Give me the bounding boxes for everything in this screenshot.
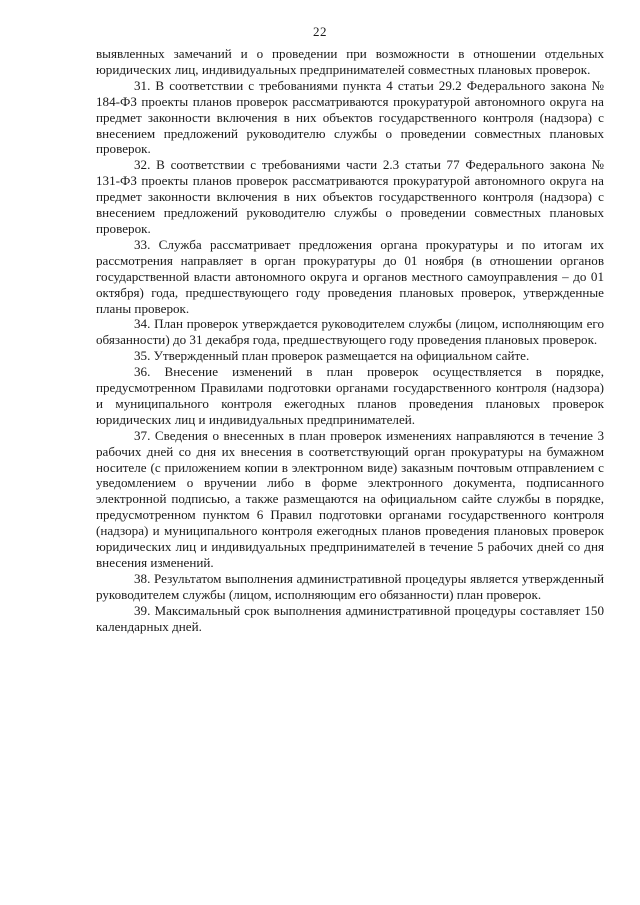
paragraph-36: 36. Внесение изменений в план проверок осуществляется в порядке, предусмотренном Правилами подготовки органами государственного контроля (надзора) и муниципального контроля ежегодных планов проведения плановых проверок юридических лиц и индивидуальных предпринимателей. — [96, 364, 604, 427]
paragraph-38: 38. Результатом выполнения административной процедуры является утвержденный руководителем службы (лицом, исполняющим его обязанности) план проверок. — [96, 570, 604, 602]
page-number: 22 — [313, 24, 327, 39]
paragraph-39: 39. Максимальный срок выполнения административной процедуры составляет 150 календарных дней. — [96, 602, 604, 634]
paragraph-37: 37. Сведения о внесенных в план проверок изменениях направляются в течение 3 рабочих дней со дня их внесения в соответствующий орган прокуратуры на бумажном носителе (с приложением копии в электронном виде) заказным почтовым отправлением с уведомлением о вручении либо в форме электронного документа, подписанного электронной подписью, а также размещаются на официальном сайте службы в порядке, предусмотренном пунктом 6 Правил подготовки органами государственного контроля (надзора) и муниципального контроля ежегодных планов проведения плановых проверок юридических лиц и индивидуальных предпринимателей в течение 5 рабочих дней со дня внесения изменений. — [96, 427, 604, 570]
paragraph-continuation: выявленных замечаний и о проведении при возможности в отношении отдельных юридических лиц, индивидуальных предпринимателей совместных плановых проверок. — [96, 46, 604, 77]
paragraph-31: 31. В соответствии с требованиями пункта 4 статьи 29.2 Федерального закона № 184-ФЗ проекты планов проверок рассматриваются прокуратурой автономного округа на предмет законности включения в них объектов государственного контроля (надзора) с внесением предложений руководителю службы о проведении совместных плановых проверок. — [96, 77, 604, 157]
paragraph-35: 35. Утвержденный план проверок размещается на официальном сайте. — [134, 348, 530, 364]
document-body — [96, 46, 604, 635]
paragraph-33: 33. Служба рассматривает предложения органа прокуратуры и по итогам их рассмотрения направляет в орган прокуратуры до 01 ноября (в отношении органов государственной власти автономного округа и органов местного самоуправления – до 01 октября) года, предшествующего году проведения плановых проверок, утвержденные планы проверок. — [96, 236, 604, 316]
paragraph-34: 34. План проверок утверждается руководителем службы (лицом, исполняющим его обязанности) до 31 декабря года, предшествующего году проведения плановых проверок. — [96, 316, 604, 348]
paragraph-32: 32. В соответствии с требованиями части 2.3 статьи 77 Федерального закона № 131-ФЗ проекты планов проверок рассматриваются прокуратурой автономного округа на предмет законности включения в них объектов государственного контроля (надзора) с внесением предложений руководителю службы о проведении совместных плановых проверок. — [96, 157, 604, 236]
